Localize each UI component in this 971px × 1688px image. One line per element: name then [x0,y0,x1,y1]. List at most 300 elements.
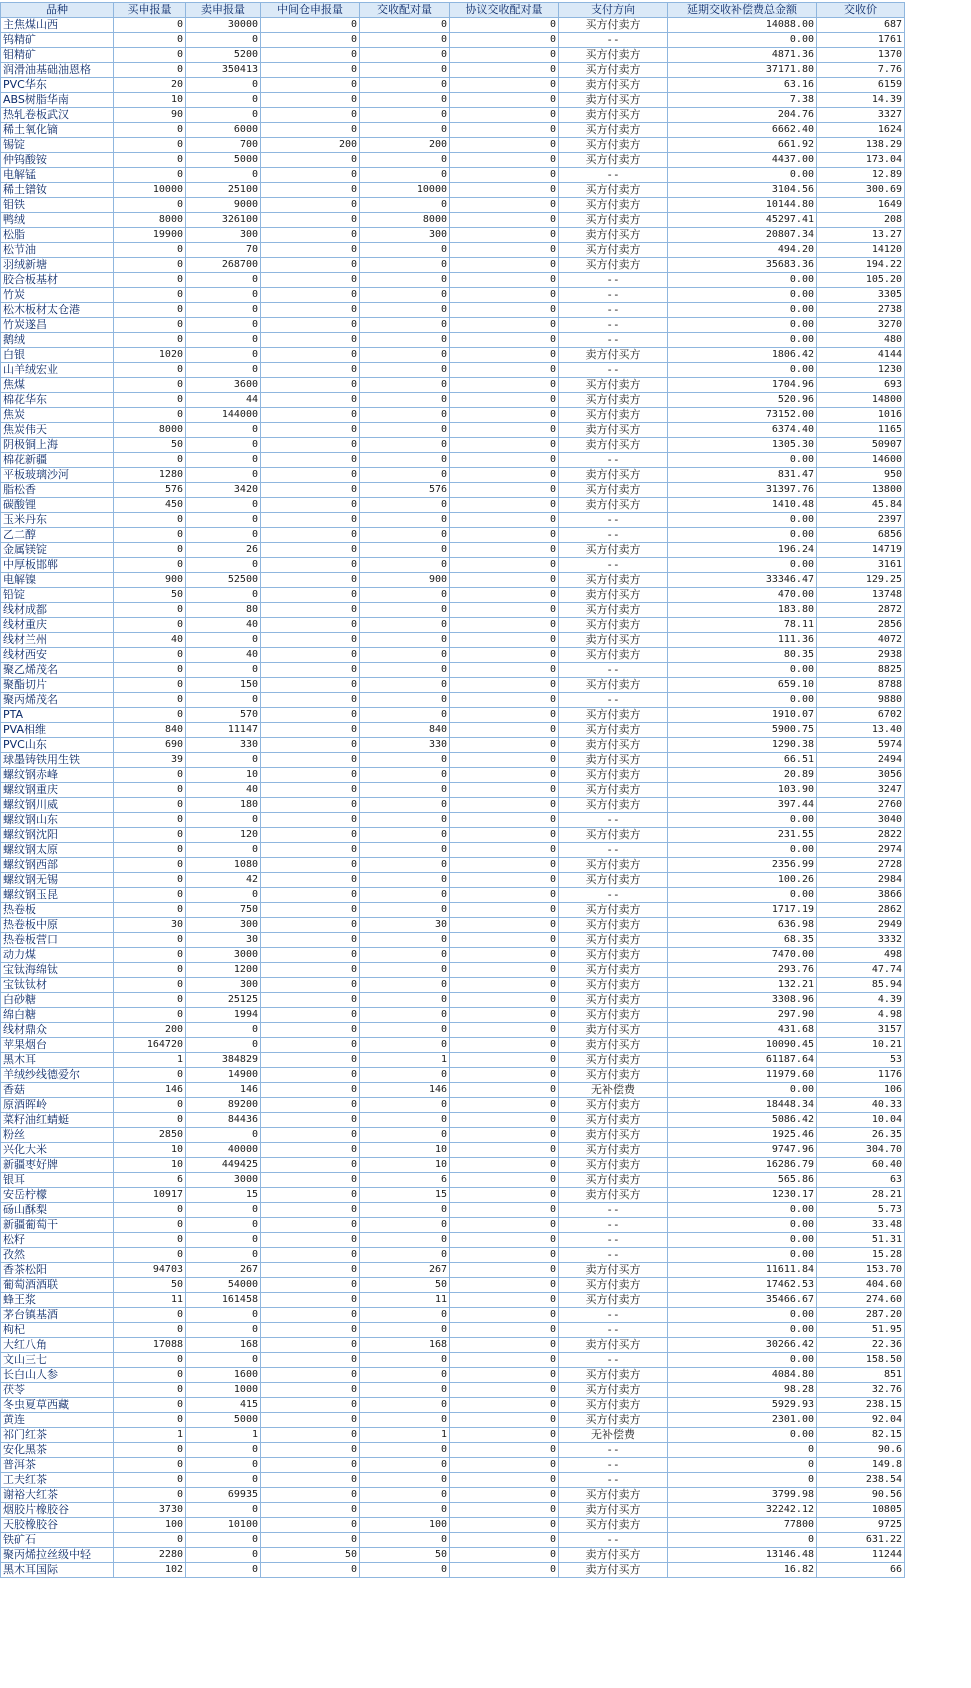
cell-compensation-total: 31397.76 [668,483,817,498]
cell-intermediate-declared: 0 [261,48,360,63]
cell-compensation-total: 661.92 [668,138,817,153]
cell-delivery-price: 9880 [817,693,905,708]
cell-compensation-total: 4437.00 [668,153,817,168]
cell-compensation-total: 0.00 [668,1218,817,1233]
cell-matched: 0 [360,273,450,288]
table-row [1,708,905,723]
cell-intermediate-declared: 0 [261,753,360,768]
cell-intermediate-declared: 0 [261,498,360,513]
col-header-variety: 品种 [1,3,114,18]
cell-agreement-matched: 0 [450,228,559,243]
cell-agreement-matched: 0 [450,1218,559,1233]
cell-variety: 棉花新疆 [1,453,114,468]
cell-payment-direction: -- [559,1353,668,1368]
cell-delivery-price: 238.54 [817,1473,905,1488]
cell-delivery-price: 4.39 [817,993,905,1008]
cell-delivery-price: 13.27 [817,228,905,243]
cell-payment-direction: 买方付卖方 [559,1173,668,1188]
table-row [1,333,905,348]
cell-compensation-total: 111.36 [668,633,817,648]
cell-buy-declared: 10 [114,93,186,108]
cell-payment-direction: -- [559,1203,668,1218]
cell-buy-declared: 0 [114,543,186,558]
cell-agreement-matched: 0 [450,423,559,438]
cell-payment-direction: 买方付卖方 [559,378,668,393]
cell-agreement-matched: 0 [450,1128,559,1143]
cell-intermediate-declared: 0 [261,1308,360,1323]
cell-agreement-matched: 0 [450,1368,559,1383]
cell-matched: 0 [360,408,450,423]
cell-compensation-total: 32242.12 [668,1503,817,1518]
cell-matched: 0 [360,1368,450,1383]
cell-matched: 0 [360,1443,450,1458]
cell-variety: 粉丝 [1,1128,114,1143]
table-row [1,138,905,153]
cell-variety: 螺纹钢川威 [1,798,114,813]
cell-intermediate-declared: 0 [261,888,360,903]
cell-sell-declared: 52500 [186,573,261,588]
cell-delivery-price: 304.70 [817,1143,905,1158]
cell-payment-direction: 买方付卖方 [559,1008,668,1023]
cell-buy-declared: 0 [114,1008,186,1023]
table-row [1,513,905,528]
table-row [1,423,905,438]
cell-payment-direction: 买方付卖方 [559,933,668,948]
cell-sell-declared: 1200 [186,963,261,978]
cell-payment-direction: 卖方付买方 [559,588,668,603]
cell-matched: 840 [360,723,450,738]
cell-variety: 聚丙烯拉丝级中轻 [1,1548,114,1563]
cell-agreement-matched: 0 [450,783,559,798]
cell-payment-direction: -- [559,363,668,378]
cell-agreement-matched: 0 [450,213,559,228]
cell-intermediate-declared: 0 [261,378,360,393]
cell-matched: 0 [360,813,450,828]
cell-sell-declared: 10 [186,768,261,783]
table-row [1,1368,905,1383]
cell-buy-declared: 0 [114,783,186,798]
cell-variety: 松木板材太仓港 [1,303,114,318]
cell-variety: 文山三七 [1,1353,114,1368]
cell-variety: 孜然 [1,1248,114,1263]
cell-sell-declared: 0 [186,453,261,468]
table-row [1,18,905,33]
cell-variety: 动力煤 [1,948,114,963]
cell-agreement-matched: 0 [450,378,559,393]
table-row [1,753,905,768]
cell-payment-direction: -- [559,453,668,468]
cell-payment-direction: 买方付卖方 [559,903,668,918]
table-row [1,1563,905,1578]
cell-compensation-total: 100.26 [668,873,817,888]
cell-compensation-total: 0.00 [668,513,817,528]
cell-payment-direction: 买方付卖方 [559,828,668,843]
cell-payment-direction: 卖方付买方 [559,423,668,438]
cell-agreement-matched: 0 [450,858,559,873]
cell-compensation-total: 3799.98 [668,1488,817,1503]
cell-compensation-total: 17462.53 [668,1278,817,1293]
cell-buy-declared: 10917 [114,1188,186,1203]
cell-variety: 钨精矿 [1,33,114,48]
table-row [1,63,905,78]
cell-agreement-matched: 0 [450,588,559,603]
cell-matched: 0 [360,1503,450,1518]
cell-variety: 金属镁锭 [1,543,114,558]
col-header-delivery-price: 交收价 [817,3,905,18]
cell-intermediate-declared: 0 [261,678,360,693]
table-row [1,1278,905,1293]
cell-buy-declared: 900 [114,573,186,588]
cell-agreement-matched: 0 [450,1203,559,1218]
col-header-intermediate-declared: 中间仓申报量 [261,3,360,18]
cell-buy-declared: 0 [114,48,186,63]
cell-intermediate-declared: 0 [261,1353,360,1368]
cell-delivery-price: 3270 [817,318,905,333]
cell-buy-declared: 0 [114,1398,186,1413]
cell-delivery-price: 90.56 [817,1488,905,1503]
cell-matched: 0 [360,558,450,573]
cell-matched: 0 [360,1008,450,1023]
cell-matched: 330 [360,738,450,753]
cell-variety: 铅锭 [1,588,114,603]
cell-delivery-price: 194.22 [817,258,905,273]
cell-delivery-price: 138.29 [817,138,905,153]
cell-intermediate-declared: 0 [261,408,360,423]
cell-delivery-price: 6856 [817,528,905,543]
cell-agreement-matched: 0 [450,1518,559,1533]
cell-variety: 天胶橡胶谷 [1,1518,114,1533]
cell-buy-declared: 1 [114,1428,186,1443]
cell-sell-declared: 0 [186,1323,261,1338]
cell-delivery-price: 90.6 [817,1443,905,1458]
cell-agreement-matched: 0 [450,513,559,528]
table-row [1,78,905,93]
cell-buy-declared: 0 [114,168,186,183]
table-row [1,228,905,243]
table-row [1,933,905,948]
cell-payment-direction: 卖方付买方 [559,1263,668,1278]
cell-sell-declared: 268700 [186,258,261,273]
cell-payment-direction: 买方付卖方 [559,678,668,693]
cell-intermediate-declared: 0 [261,1278,360,1293]
cell-variety: 脂松香 [1,483,114,498]
cell-agreement-matched: 0 [450,1008,559,1023]
cell-buy-declared: 19900 [114,228,186,243]
cell-agreement-matched: 0 [450,648,559,663]
cell-matched: 1 [360,1053,450,1068]
cell-delivery-price: 3866 [817,888,905,903]
cell-sell-declared: 15 [186,1188,261,1203]
cell-payment-direction: 卖方付买方 [559,1563,668,1578]
cell-compensation-total: 431.68 [668,1023,817,1038]
cell-payment-direction: 买方付卖方 [559,1293,668,1308]
cell-sell-declared: 330 [186,738,261,753]
cell-sell-declared: 40 [186,648,261,663]
cell-delivery-price: 33.48 [817,1218,905,1233]
cell-buy-declared: 0 [114,303,186,318]
cell-compensation-total: 0.00 [668,363,817,378]
cell-agreement-matched: 0 [450,1353,559,1368]
cell-compensation-total: 0.00 [668,1428,817,1443]
table-row [1,1008,905,1023]
cell-buy-declared: 0 [114,693,186,708]
cell-intermediate-declared: 0 [261,798,360,813]
cell-delivery-price: 11244 [817,1548,905,1563]
cell-variety: 线材兰州 [1,633,114,648]
table-row [1,1158,905,1173]
cell-sell-declared: 161458 [186,1293,261,1308]
cell-variety: 热卷板营口 [1,933,114,948]
cell-variety: 聚乙烯茂名 [1,663,114,678]
cell-payment-direction: -- [559,33,668,48]
cell-sell-declared: 1994 [186,1008,261,1023]
cell-compensation-total: 1717.19 [668,903,817,918]
cell-intermediate-declared: 0 [261,738,360,753]
cell-variety: 香菇 [1,1083,114,1098]
cell-variety: 竹炭遂昌 [1,318,114,333]
cell-compensation-total: 11611.84 [668,1263,817,1278]
cell-intermediate-declared: 0 [261,228,360,243]
cell-buy-declared: 0 [114,258,186,273]
cell-compensation-total: 5086.42 [668,1113,817,1128]
cell-buy-declared: 0 [114,273,186,288]
cell-intermediate-declared: 0 [261,1323,360,1338]
cell-variety: 蜂王浆 [1,1293,114,1308]
table-row [1,1263,905,1278]
cell-intermediate-declared: 0 [261,33,360,48]
cell-delivery-price: 14600 [817,453,905,468]
cell-delivery-price: 15.28 [817,1248,905,1263]
cell-variety: 电解锰 [1,168,114,183]
cell-variety: 白砂糖 [1,993,114,1008]
cell-intermediate-declared: 0 [261,918,360,933]
cell-intermediate-declared: 0 [261,873,360,888]
cell-sell-declared: 30000 [186,18,261,33]
cell-sell-declared: 120 [186,828,261,843]
cell-variety: 葡萄酒酒联 [1,1278,114,1293]
cell-delivery-price: 60.40 [817,1158,905,1173]
cell-agreement-matched: 0 [450,918,559,933]
cell-variety: 烟胶片橡胶谷 [1,1503,114,1518]
cell-payment-direction: 买方付卖方 [559,1413,668,1428]
cell-buy-declared: 0 [114,618,186,633]
cell-delivery-price: 1165 [817,423,905,438]
cell-matched: 0 [360,648,450,663]
table-row [1,48,905,63]
cell-variety: 焦炭 [1,408,114,423]
cell-variety: 锡锭 [1,138,114,153]
cell-matched: 0 [360,78,450,93]
cell-buy-declared: 0 [114,363,186,378]
cell-payment-direction: 买方付卖方 [559,123,668,138]
cell-agreement-matched: 0 [450,168,559,183]
cell-agreement-matched: 0 [450,303,559,318]
cell-variety: 线材西安 [1,648,114,663]
cell-compensation-total: 98.28 [668,1383,817,1398]
cell-delivery-price: 63 [817,1173,905,1188]
cell-delivery-price: 274.60 [817,1293,905,1308]
cell-agreement-matched: 0 [450,138,559,153]
cell-payment-direction: 买方付卖方 [559,138,668,153]
cell-buy-declared: 8000 [114,213,186,228]
col-header-payment-direction: 支付方向 [559,3,668,18]
cell-payment-direction: -- [559,1458,668,1473]
cell-buy-declared: 2280 [114,1548,186,1563]
cell-delivery-price: 12.89 [817,168,905,183]
cell-payment-direction: 卖方付买方 [559,1023,668,1038]
cell-matched: 0 [360,768,450,783]
table-row [1,603,905,618]
cell-intermediate-declared: 0 [261,618,360,633]
cell-matched: 0 [360,588,450,603]
cell-buy-declared: 0 [114,888,186,903]
cell-compensation-total: 494.20 [668,243,817,258]
cell-buy-declared: 17088 [114,1338,186,1353]
cell-intermediate-declared: 0 [261,63,360,78]
cell-intermediate-declared: 0 [261,1518,360,1533]
cell-compensation-total: 13146.48 [668,1548,817,1563]
table-row [1,1443,905,1458]
cell-buy-declared: 2850 [114,1128,186,1143]
cell-delivery-price: 2397 [817,513,905,528]
cell-intermediate-declared: 0 [261,1113,360,1128]
cell-delivery-price: 1649 [817,198,905,213]
cell-matched: 0 [360,513,450,528]
cell-sell-declared: 11147 [186,723,261,738]
cell-buy-declared: 0 [114,453,186,468]
cell-matched: 0 [360,438,450,453]
cell-matched: 30 [360,918,450,933]
cell-sell-declared: 267 [186,1263,261,1278]
cell-agreement-matched: 0 [450,123,559,138]
cell-variety: 普洱茶 [1,1458,114,1473]
cell-buy-declared: 1280 [114,468,186,483]
cell-compensation-total: 3104.56 [668,183,817,198]
cell-sell-declared: 0 [186,1038,261,1053]
cell-sell-declared: 0 [186,1503,261,1518]
cell-variety: 谢裕大红茶 [1,1488,114,1503]
table-row [1,858,905,873]
cell-sell-declared: 44 [186,393,261,408]
cell-sell-declared: 0 [186,318,261,333]
cell-delivery-price: 32.76 [817,1383,905,1398]
cell-buy-declared: 0 [114,1533,186,1548]
cell-agreement-matched: 0 [450,1383,559,1398]
cell-payment-direction: 买方付卖方 [559,1098,668,1113]
cell-compensation-total: 0.00 [668,333,817,348]
cell-variety: 松节油 [1,243,114,258]
cell-matched: 0 [360,888,450,903]
cell-compensation-total: 231.55 [668,828,817,843]
cell-delivery-price: 1016 [817,408,905,423]
table-row [1,1203,905,1218]
cell-agreement-matched: 0 [450,1338,559,1353]
cell-intermediate-declared: 0 [261,1458,360,1473]
cell-matched: 300 [360,228,450,243]
cell-delivery-price: 404.60 [817,1278,905,1293]
cell-agreement-matched: 0 [450,408,559,423]
cell-matched: 0 [360,453,450,468]
cell-payment-direction: -- [559,558,668,573]
cell-sell-declared: 5200 [186,48,261,63]
table-row [1,498,905,513]
cell-agreement-matched: 0 [450,1158,559,1173]
cell-intermediate-declared: 0 [261,213,360,228]
table-row [1,1068,905,1083]
cell-variety: 稀土镨钕 [1,183,114,198]
cell-buy-declared: 0 [114,1323,186,1338]
cell-intermediate-declared: 0 [261,528,360,543]
cell-agreement-matched: 0 [450,618,559,633]
cell-intermediate-declared: 0 [261,903,360,918]
cell-sell-declared: 300 [186,978,261,993]
cell-matched: 0 [360,1203,450,1218]
cell-agreement-matched: 0 [450,78,559,93]
cell-buy-declared: 40 [114,633,186,648]
table-row [1,258,905,273]
cell-delivery-price: 3157 [817,1023,905,1038]
table-row [1,963,905,978]
cell-matched: 0 [360,993,450,1008]
cell-delivery-price: 851 [817,1368,905,1383]
cell-variety: 羽绒新塘 [1,258,114,273]
cell-sell-declared: 0 [186,1308,261,1323]
cell-variety: 润滑油基础油恩格 [1,63,114,78]
table-row [1,1083,905,1098]
table-row [1,678,905,693]
cell-matched: 0 [360,1233,450,1248]
cell-sell-declared: 0 [186,1443,261,1458]
cell-delivery-price: 149.8 [817,1458,905,1473]
cell-variety: 黑木耳国际 [1,1563,114,1578]
cell-variety: 线材重庆 [1,618,114,633]
cell-delivery-price: 85.94 [817,978,905,993]
cell-agreement-matched: 0 [450,1053,559,1068]
cell-intermediate-declared: 0 [261,1533,360,1548]
cell-agreement-matched: 0 [450,1113,559,1128]
cell-variety: 鹅绒 [1,333,114,348]
cell-matched: 0 [360,1473,450,1488]
cell-agreement-matched: 0 [450,198,559,213]
table-row [1,663,905,678]
table-row [1,123,905,138]
cell-delivery-price: 3247 [817,783,905,798]
table-row [1,1023,905,1038]
cell-intermediate-declared: 0 [261,1188,360,1203]
cell-delivery-price: 26.35 [817,1128,905,1143]
cell-sell-declared: 40000 [186,1143,261,1158]
cell-matched: 0 [360,1248,450,1263]
cell-payment-direction: 买方付卖方 [559,18,668,33]
cell-sell-declared: 5000 [186,153,261,168]
cell-buy-declared: 6 [114,1173,186,1188]
cell-intermediate-declared: 0 [261,783,360,798]
cell-sell-declared: 150 [186,678,261,693]
cell-buy-declared: 0 [114,1368,186,1383]
cell-delivery-price: 28.21 [817,1188,905,1203]
cell-delivery-price: 2822 [817,828,905,843]
cell-variety: 冬虫夏草西藏 [1,1398,114,1413]
cell-variety: 苹果烟台 [1,1038,114,1053]
cell-agreement-matched: 0 [450,963,559,978]
table-row [1,1218,905,1233]
cell-agreement-matched: 0 [450,1473,559,1488]
cell-compensation-total: 0.00 [668,288,817,303]
cell-matched: 6 [360,1173,450,1188]
cell-agreement-matched: 0 [450,1323,559,1338]
cell-variety: 焦炭伟天 [1,423,114,438]
cell-payment-direction: -- [559,813,668,828]
